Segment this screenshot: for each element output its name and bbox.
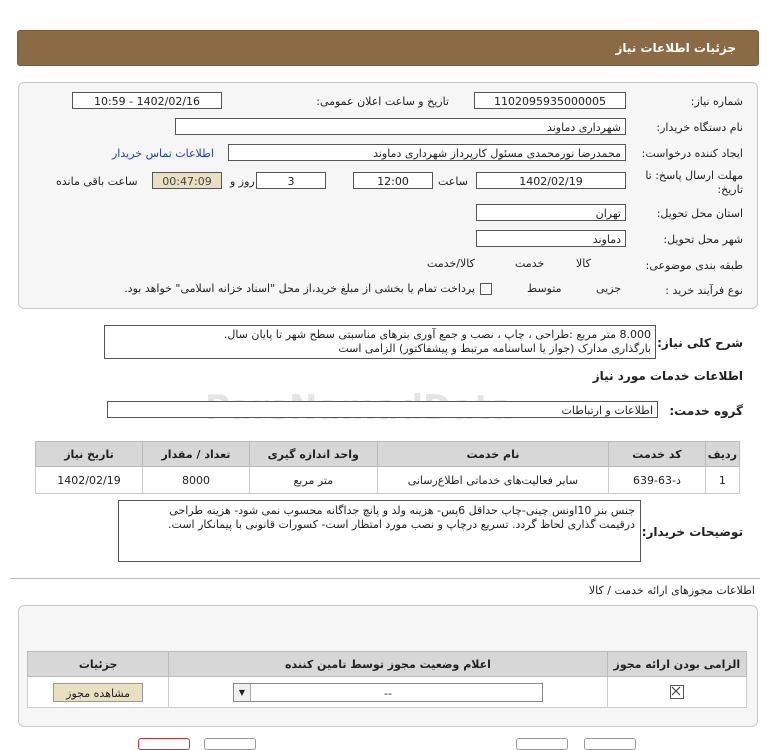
permit-status-value: -- [383, 686, 392, 700]
description-line-2: بارگذاری مدارک (جواز یا اساسنامه مرتبط و پیشفاکتور) الزامی است [338, 342, 651, 355]
description-label: شرح کلی نیاز: [657, 336, 743, 350]
col-permit-required: الزامی بودن ارائه مجوز [607, 652, 746, 677]
services-table-header [36, 442, 740, 467]
buyer-notes-line-1: جنس بنر 10اونس چینی-چاپ حداقل 6پس- هزینه ولد و پانچ جداگانه محسوب نمی شود- هزینه طراحی [169, 504, 635, 517]
treasury-payment-checkbox[interactable] [480, 283, 492, 295]
announce-field[interactable]: 1402/02/16 - 10:59 [72, 92, 222, 109]
requester-label: ایجاد کننده درخواست: [641, 147, 743, 160]
announce-label: تاریخ و ساعت اعلان عمومی: [316, 95, 449, 108]
cell-code: د-63-639 [609, 467, 706, 494]
city-label: شهر محل تحویل: [663, 233, 743, 246]
deadline-time-label: ساعت [438, 175, 468, 188]
divider [10, 578, 760, 579]
col-permit-details: جزئیات [28, 652, 169, 677]
buyer-notes-label: توضیحات خریدار: [641, 525, 743, 539]
permit-status-select[interactable] [233, 683, 543, 702]
description-box [104, 325, 656, 359]
info-panel [18, 82, 758, 309]
view-permit-button[interactable]: مشاهده مجوز [53, 683, 143, 702]
remaining-label: ساعت باقی مانده [56, 175, 138, 188]
deadline-time-field[interactable]: 12:00 [353, 172, 433, 189]
category-label: طبقه بندی موضوعی: [645, 259, 743, 272]
buyer-notes-box [118, 500, 641, 562]
permits-table-header [28, 652, 747, 677]
buyer-org-label: نام دستگاه خریدار: [656, 121, 743, 134]
services-section-title: اطلاعات خدمات مورد نیاز [592, 369, 743, 383]
col-code: کد خدمت [609, 442, 706, 467]
service-group-field[interactable]: اطلاعات و ارتباطات [107, 401, 658, 418]
permit-status-cell [169, 677, 607, 708]
buyer-org-field[interactable]: شهرداری دماوند [175, 118, 626, 135]
bottom-button-2[interactable] [516, 738, 568, 750]
bottom-button-1[interactable] [204, 738, 256, 750]
contact-buyer-link[interactable]: اطلاعات تماس خریدار [112, 147, 214, 160]
need-number-field[interactable]: 1102095935000005 [474, 92, 626, 109]
table-row [28, 677, 747, 708]
col-row: ردیف [705, 442, 739, 467]
cell-qty: 8000 [143, 467, 250, 494]
days-field[interactable]: 3 [256, 172, 326, 189]
description-line-1: 8.000 متر مربع :طراحی ، چاپ ، نصب و جمع آوری بنرهای مناسبتی سطح شهر تا پایان سال. [223, 328, 651, 341]
requester-field[interactable]: محمدرضا نورمحمدی مسئول کارپرداز شهرداری دماوند [228, 144, 626, 161]
category-goods-service-label: کالا/خدمت [427, 257, 475, 270]
province-label: استان محل تحویل: [656, 207, 743, 220]
cell-row: 1 [705, 467, 739, 494]
category-service-label: خدمت [515, 257, 545, 270]
permit-details-cell [28, 677, 169, 708]
deadline-date-field[interactable]: 1402/02/19 [476, 172, 626, 189]
col-qty: تعداد / مقدار [143, 442, 250, 467]
treasury-payment-note: پرداخت تمام یا بخشی از مبلغ خرید،از محل "اسناد خزانه اسلامی" خواهد بود. [124, 282, 475, 295]
services-table [35, 441, 740, 494]
cell-name: سایر فعالیت‌های خدماتی اطلاع‌رسانی [377, 467, 609, 494]
col-name: نام خدمت [377, 442, 609, 467]
need-number-label: شماره نیاز: [690, 95, 743, 108]
col-unit: واحد اندازه گیری [249, 442, 377, 467]
city-field[interactable]: دماوند [476, 230, 626, 247]
table-row[interactable] [36, 467, 740, 494]
bottom-button-red[interactable] [138, 738, 190, 750]
service-group-label: گروه خدمت: [669, 404, 743, 418]
col-date: تاریخ نیاز [36, 442, 143, 467]
process-label: نوع فرآیند خرید : [665, 284, 743, 297]
page-title: جزئیات اطلاعات نیاز [615, 41, 736, 55]
permit-required-cell [607, 677, 746, 708]
permits-table [27, 651, 747, 708]
process-partial-label: جزیی [596, 282, 622, 295]
process-medium-label: متوسط [527, 282, 562, 295]
page-header [17, 30, 759, 66]
col-permit-status: اعلام وضعیت مجوز توسط تامین کننده [169, 652, 607, 677]
required-checkbox-icon [670, 685, 684, 699]
bottom-button-3[interactable] [584, 738, 636, 750]
permits-title: اطلاعات مجوزهای ارائه خدمت / کالا [588, 584, 755, 597]
cell-date: 1402/02/19 [36, 467, 143, 494]
category-goods-label: کالا [576, 257, 591, 270]
deadline-label-date: تاریخ: [717, 183, 743, 196]
deadline-label: مهلت ارسال پاسخ: تا [645, 169, 743, 182]
cell-unit: متر مربع [249, 467, 377, 494]
province-field[interactable]: تهران [476, 204, 626, 221]
days-label: روز و [230, 175, 255, 188]
remaining-time-field: 00:47:09 [152, 172, 222, 189]
buyer-notes-line-2: درقیمت گذاری لحاظ گردد. تسریع درچاپ و نصب مورد امتظار است- کسورات قانونی با پیمانکار است. [168, 518, 635, 531]
chevron-down-icon[interactable]: ▼ [234, 684, 251, 701]
